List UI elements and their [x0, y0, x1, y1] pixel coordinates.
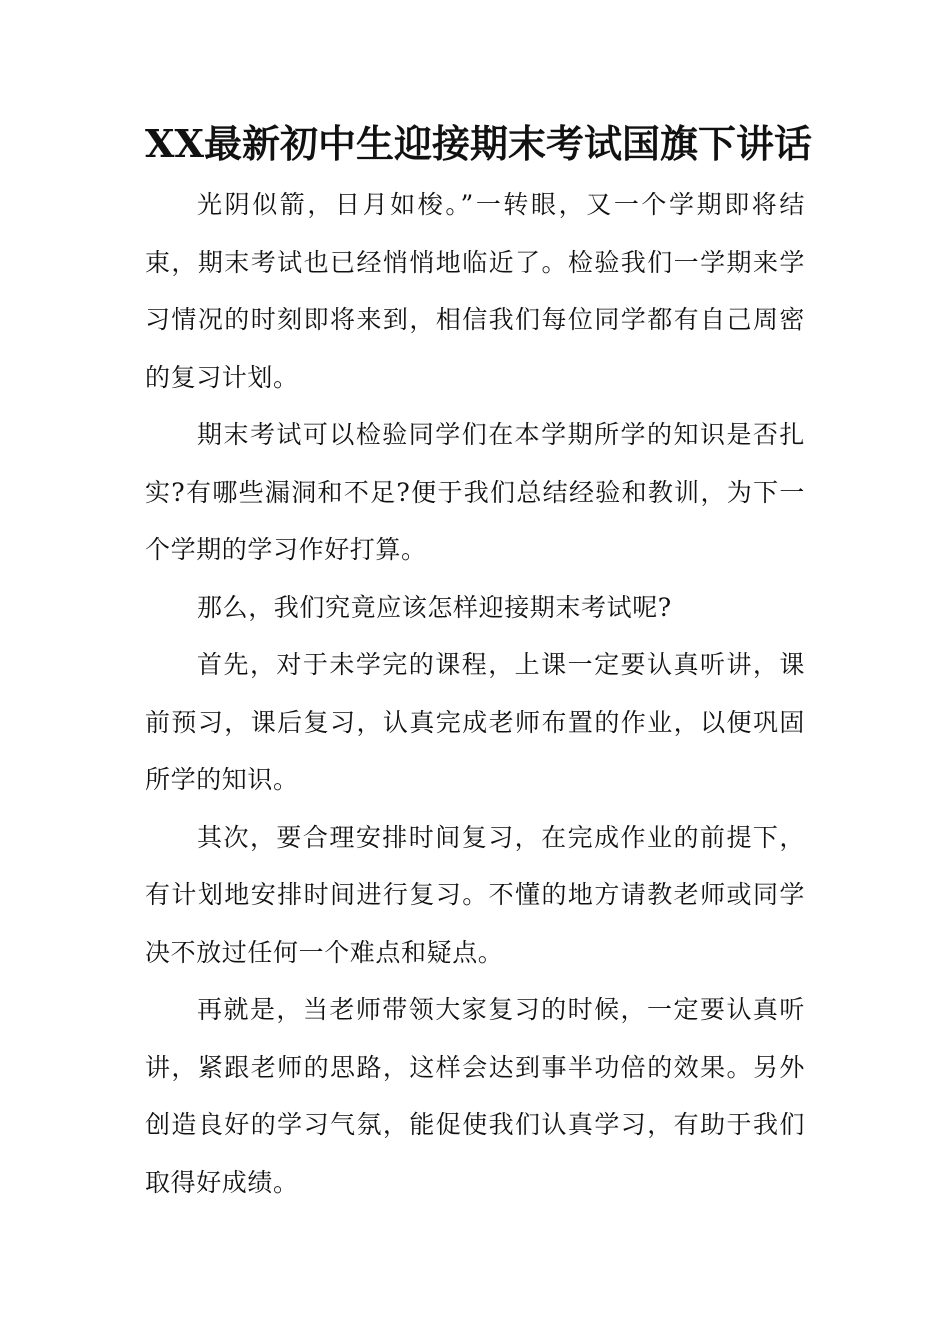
- paragraph-3: 那么，我们究竟应该怎样迎接期末考试呢?: [197, 592, 672, 622]
- paragraph-5: 其次，要合理安排时间复习，在完成作业的前提下，有计划地安排时间进行复习。不懂的地方请教老师或同学决不放过任何一个难点和疑点。: [145, 822, 805, 967]
- paragraph-2: 期末考试可以检验同学们在本学期所学的知识是否扎实?有哪些漏洞和不足?便于我们总结经验和教训，为下一个学期的学习作好打算。: [145, 420, 805, 564]
- document-title: XX最新初中生迎接期末考试国旗下讲话: [145, 121, 812, 166]
- document-body: [145, 176, 805, 1211]
- paragraph-6: 再就是，当老师带领大家复习的时候，一定要认真听讲，紧跟老师的思路，这样会达到事半功倍的效果。另外创造良好的学习气氛，能促使我们认真学习，有助于我们取得好成绩。: [145, 995, 805, 1197]
- paragraph-4: 首先，对于未学完的课程，上课一定要认真听讲，课前预习，课后复习，认真完成老师布置的作业，以便巩固所学的知识。: [145, 650, 805, 794]
- paragraph-1: 光阴似箭，日月如梭。”一转眼，又一个学期即将结束，期末考试也已经悄悄地临近了。检验我们一学期来学习情况的时刻即将来到，相信我们每位同学都有自己周密的复习计划。: [145, 190, 805, 392]
